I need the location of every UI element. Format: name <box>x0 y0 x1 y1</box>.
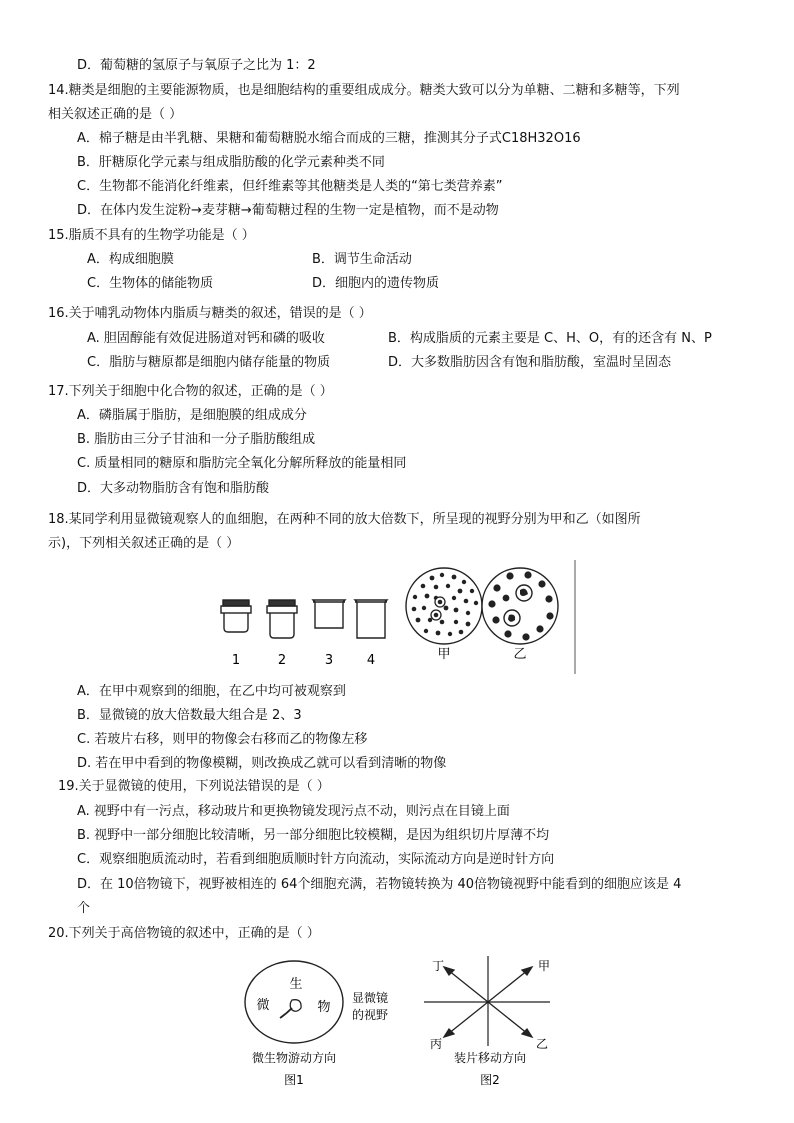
figure-1 <box>245 961 388 1087</box>
field-label-jia: 甲 <box>437 647 451 662</box>
q16-option-b: B．构成脂质的元素主要是 C、H、O，有的还含有 N、P <box>388 331 712 346</box>
field-jia <box>406 568 482 644</box>
q18-option-b: B．显微镜的放大倍数最大组合是 2、3 <box>77 708 302 723</box>
fig1-char-wu: 物 <box>317 1000 331 1015</box>
q17-option-c: C. 质量相同的糖原和脂肪完全氧化分解所释放的能量相同 <box>77 456 407 471</box>
field-yi <box>482 568 558 644</box>
q18-option-c: C. 若玻片右移，则甲的物像会右移而乙的物像左移 <box>77 732 368 747</box>
q19-option-c: C．观察细胞质流动时，若看到细胞质顺时针方向流动，实际流动方向是逆时针方向 <box>77 852 555 867</box>
q20-figures <box>236 952 566 1092</box>
fig2-title: 图2 <box>480 1073 500 1087</box>
q16-option-a: A. 胆固醇能有效促进肠道对钙和磷的吸收 <box>87 331 325 346</box>
q15-option-c: C．生物体的储能物质 <box>87 276 214 291</box>
fig2-label-yi: 乙 <box>535 1037 549 1051</box>
q19-option-a: A. 视野中有一污点，移动玻片和更换物镜发现污点不动，则污点在目镜上面 <box>77 804 510 819</box>
lens-1-icon <box>221 600 251 632</box>
q13-option-d: D．葡萄糖的氢原子与氧原子之比为 1：2 <box>77 58 316 73</box>
q15-option-d: D．细胞内的遗传物质 <box>312 276 440 291</box>
q16-option-c: C．脂肪与糖原都是细胞内储存能量的物质 <box>87 355 331 370</box>
q18-option-a: A．在甲中观察到的细胞，在乙中均可被观察到 <box>77 684 346 699</box>
q19-stem: 19.关于显微镜的使用，下列说法错误的是（ ） <box>58 779 330 794</box>
arrow-bing-icon <box>448 1002 488 1034</box>
q14-stem-line2: 相关叙述正确的是（ ） <box>48 107 183 122</box>
fig1-title: 图1 <box>284 1073 304 1087</box>
arrow-jia-icon <box>488 970 528 1002</box>
lens-label-1: 1 <box>231 653 241 668</box>
q16-stem: 16.关于哺乳动物体内脂质与糖类的叙述，错误的是（ ） <box>48 306 372 321</box>
q17-stem: 17.下列关于细胞中化合物的叙述，正确的是（ ） <box>48 384 333 399</box>
q14-option-a: A．棉子糖是由半乳糖、果糖和葡萄糖脱水缩合而成的三糖，推测其分子式C18H32O16 <box>77 131 581 146</box>
q14-stem-line1: 14.糖类是细胞的主要能源物质，也是细胞结构的重要组成成分。糖类大致可以分为单糖、二糖和多糖等，下列 <box>48 83 680 98</box>
q19-option-b: B. 视野中一部分细胞比较清晰，另一部分细胞比较模糊，是因为组织切片厚薄不均 <box>77 828 550 843</box>
fig1-char-wei: 微 <box>256 998 270 1013</box>
q19-option-d-line2: 个 <box>77 901 91 916</box>
fig1-char-sheng: 生 <box>289 977 303 992</box>
fig1-caption: 微生物游动方向 <box>251 1051 337 1065</box>
arrow-ding-icon <box>448 970 488 1002</box>
q19-option-d-line1: D．在 10倍物镜下，视野被相连的 64个细胞充满，若物镜转换为 40倍物镜视野中能看到的细胞应该是 4 <box>77 877 682 892</box>
fig1-side-label-2: 的视野 <box>351 1008 389 1022</box>
lens-3-icon <box>313 600 345 628</box>
q18-stem-line2: 示)，下列相关叙述正确的是（ ） <box>48 536 240 551</box>
fig2-caption: 装片移动方向 <box>453 1051 527 1065</box>
q18-stem-line1: 18.某同学利用显微镜观察人的血细胞，在两种不同的放大倍数下，所呈现的视野分别为甲和乙（如图所 <box>48 512 641 527</box>
q15-option-b: B．调节生命活动 <box>312 252 412 267</box>
q17-option-a: A．磷脂属于脂肪，是细胞膜的组成成分 <box>77 408 307 423</box>
q16-option-d: D．大多数脂肪因含有饱和脂肪酸，室温时呈固态 <box>388 355 672 370</box>
fig2-label-jia: 甲 <box>537 959 551 973</box>
q15-stem: 15.脂质不具有的生物学功能是（ ） <box>48 228 255 243</box>
microorganism-icon <box>280 1000 301 1018</box>
lens-label-2: 2 <box>277 653 287 668</box>
q17-option-b: B. 脂肪由三分子甘油和一分子脂肪酸组成 <box>77 432 316 447</box>
q20-stem: 20.下列关于高倍物镜的叙述中，正确的是（ ） <box>48 926 320 941</box>
figure-2 <box>424 956 550 1087</box>
arrow-yi-icon <box>488 1002 528 1034</box>
lens-label-4: 4 <box>366 653 376 668</box>
q14-option-d: D．在体内发生淀粉→麦芽糖→葡萄糖过程的生物一定是植物，而不是动物 <box>77 203 499 218</box>
lens-label-3: 3 <box>324 653 334 668</box>
lens-4-icon <box>355 600 387 638</box>
q17-option-d: D．大多动物脂肪含有饱和脂肪酸 <box>77 481 270 496</box>
microscope-lens-figure <box>210 558 585 676</box>
fig2-label-ding: 丁 <box>431 959 445 973</box>
lens-2-icon <box>267 600 297 638</box>
field-label-yi: 乙 <box>513 647 527 662</box>
fig2-label-bing: 丙 <box>429 1037 443 1051</box>
q14-option-c: C．生物都不能消化纤维素，但纤维素等其他糖类是人类的“第七类营养素” <box>77 179 503 194</box>
q14-option-b: B．肝糖原化学元素与组成脂肪酸的化学元素种类不同 <box>77 155 385 170</box>
fig1-side-label-1: 显微镜 <box>351 991 389 1005</box>
q15-option-a: A．构成细胞膜 <box>87 252 174 267</box>
q18-option-d: D. 若在甲中看到的物像模糊，则改换成乙就可以看到清晰的物像 <box>77 756 447 771</box>
